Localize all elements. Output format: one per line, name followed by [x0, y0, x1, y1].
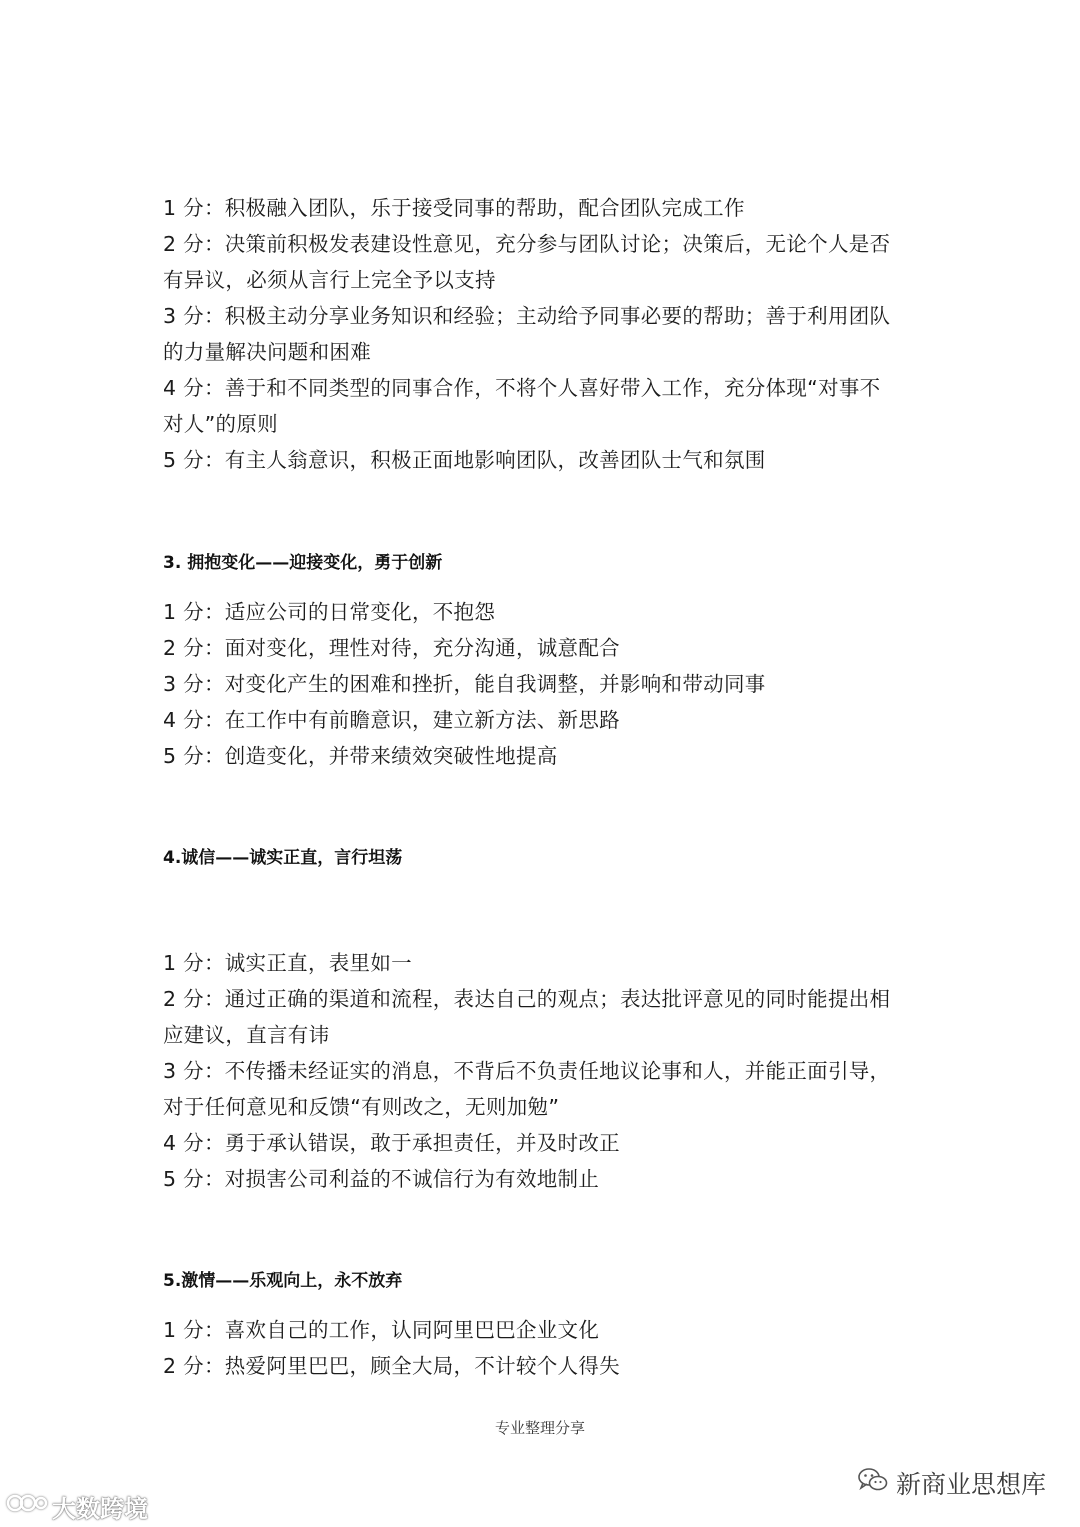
list-item: 4 分：在工作中有前瞻意识，建立新方法、新思路: [163, 708, 620, 732]
watermark-right: [858, 1463, 1046, 1503]
brand-logo-icon: [6, 1492, 48, 1520]
list-item: 应建议，直言有讳: [163, 1023, 330, 1047]
list-item: 1 分：适应公司的日常变化，不抱怨: [163, 600, 496, 624]
passion-section: [163, 1312, 943, 1384]
watermark-left-text: 大数跨境: [52, 1494, 148, 1523]
list-item: 2 分：决策前积极发表建设性意见，充分参与团队讨论；决策后，无论个人是否: [163, 232, 891, 256]
list-item: 1 分：积极融入团队，乐于接受同事的帮助，配合团队完成工作: [163, 196, 745, 220]
list-item: 3 分：不传播未经证实的消息，不背后不负责任地议论事和人，并能正面引导，: [163, 1059, 891, 1083]
section-heading-passion: 5.激情——乐观向上，永不放弃: [163, 1271, 403, 1291]
team-section: [163, 190, 943, 478]
list-item: 对于任何意见和反馈“有则改之，无则加勉”: [163, 1095, 560, 1119]
list-item: 1 分：诚实正直，表里如一: [163, 951, 412, 975]
list-item: 3 分：积极主动分享业务知识和经验；主动给予同事必要的帮助；善于利用团队: [163, 304, 891, 328]
list-item: 3 分：对变化产生的困难和挫折，能自我调整，并影响和带动同事: [163, 672, 766, 696]
list-item: 的力量解决问题和困难: [163, 340, 371, 364]
list-item: 1 分：喜欢自己的工作，认同阿里巴巴企业文化: [163, 1318, 600, 1342]
list-item: 5 分：有主人翁意识，积极正面地影响团队，改善团队士气和氛围: [163, 448, 766, 472]
wechat-icon: [858, 1467, 888, 1499]
list-item: 4 分：善于和不同类型的同事合作，不将个人喜好带入工作，充分体现“对事不: [163, 376, 881, 400]
section-heading-change: 3. 拥抱变化——迎接变化，勇于创新: [163, 553, 443, 573]
watermark-right-text: 新商业思想库: [895, 1470, 1046, 1499]
list-item: 2 分：面对变化，理性对待，充分沟通，诚意配合: [163, 636, 620, 660]
list-item: 有异议，必须从言行上完全予以支持: [163, 268, 496, 292]
list-item: 2 分：通过正确的渠道和流程，表达自己的观点；表达批评意见的同时能提出相: [163, 987, 891, 1011]
footer-caption: 专业整理分享: [494, 1419, 585, 1437]
watermark-left: [6, 1490, 148, 1522]
integrity-section: [163, 945, 943, 1197]
list-item: 5 分：创造变化，并带来绩效突破性地提高: [163, 744, 558, 768]
list-item: 4 分：勇于承认错误，敢于承担责任，并及时改正: [163, 1131, 620, 1155]
list-item: 5 分：对损害公司利益的不诚信行为有效地制止: [163, 1167, 600, 1191]
change-section: [163, 594, 943, 774]
list-item: 对人”的原则: [163, 412, 278, 436]
list-item: 2 分：热爱阿里巴巴，顾全大局，不计较个人得失: [163, 1354, 620, 1378]
section-heading-integrity: 4.诚信——诚实正直，言行坦荡: [163, 848, 403, 868]
